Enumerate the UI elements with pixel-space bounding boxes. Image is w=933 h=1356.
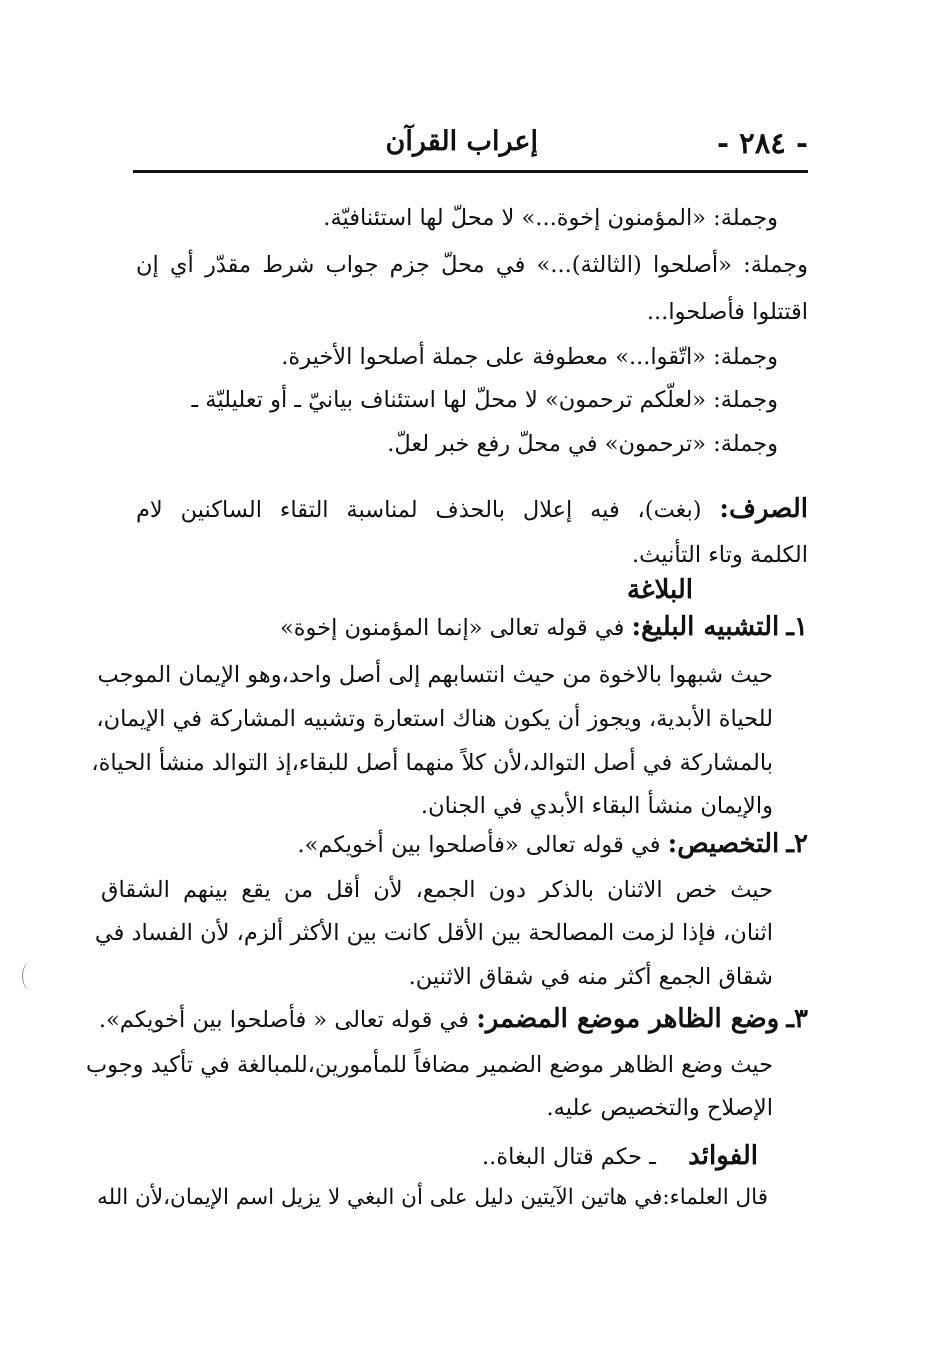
item-line: للحياة الأبدية، ويجوز أن يكون هناك استعارة وتشبيه المشاركة في الإيمان،: [96, 706, 773, 732]
fawaid-label: الفوائد: [688, 1141, 758, 1171]
balagha-item-title: [99, 1004, 808, 1035]
item-number: ١ـ: [786, 612, 808, 642]
item-intro: في قوله تعالى «فأصلحوا بين أخويكم».: [297, 832, 661, 858]
item-intro: في قوله تعالى «إنما المؤمنون إخوة»: [279, 615, 625, 641]
margin-mark: [22, 962, 39, 990]
item-line: والإيمان منشأ البقاء الأبدي في الجنان.: [420, 793, 773, 819]
page-number: - ٢٨٤ -: [716, 126, 808, 160]
item-line: الإصلاح والتخصيص عليه.: [546, 1095, 773, 1121]
item-line: شقاق الجمع أكثر منه في شقاق الاثنين.: [408, 964, 773, 990]
fawaid-title: [482, 1141, 758, 1172]
jumla-line: وجملة: «أصلحوا (الثالثة)...» في محلّ جزم جواب شرط مقدّر أي إن: [136, 252, 808, 278]
fawaid-line: قال العلماء:في هاتين الآيتين دليل على أن البغي لا يزيل اسم الإيمان،لأن الله: [97, 1185, 768, 1210]
jumla-line: وجملة: «المؤمنون إخوة...» لا محلّ لها استئنافيّة.: [323, 205, 778, 231]
header-rule: [133, 170, 808, 173]
balagha-item-title: [297, 829, 808, 860]
balagha-heading: البلاغة: [626, 575, 693, 605]
item-term: التشبيه البليغ:: [631, 612, 780, 642]
sarf-label: الصرف:: [719, 494, 808, 524]
item-intro: في قوله تعالى « فأصلحوا بين أخويكم».: [98, 1007, 470, 1033]
jumla-line: اقتتلوا فأصلحوا...: [646, 299, 808, 325]
book-title: إعراب القرآن: [385, 126, 538, 157]
sarf-text: (بغت)، فيه إعلال بالحذف لمناسبة التقاء الساكنين لام: [136, 497, 702, 523]
item-term: التخصيص:: [667, 829, 780, 859]
item-line: حيث وضع الظاهر موضع الضمير مضافاً للمأمورين،للمبالغة في تأكيد وجوب: [85, 1052, 773, 1078]
item-number: ٣ـ: [786, 1004, 808, 1034]
sarf-line: الكلمة وتاء التأنيث.: [632, 542, 808, 568]
item-term: وضع الظاهر موضع المضمر:: [476, 1004, 780, 1034]
item-line: حيث شبهوا بالاخوة من حيث انتسابهم إلى أصل واحد،وهو الإيمان الموجب: [97, 662, 773, 688]
item-line: بالمشاركة في أصل التوالد،لأن كلاً منهما أصل للبقاء،إذ التوالد منشأ الحياة،: [91, 750, 773, 776]
jumla-line: وجملة: «ترحمون» في محلّ رفع خبر لعلّ.: [387, 431, 778, 457]
item-line: اثنان، فإذا لزمت المصالحة بين الأقل كانت بين الأكثر ألزم، لأن الفساد في: [94, 920, 773, 946]
jumla-line: وجملة: «اتّقوا...» معطوفة على جملة أصلحوا الأخيرة.: [281, 344, 778, 370]
jumla-line: وجملة: «لعلّكم ترحمون» لا محلّ لها استئناف بيانيّ ـ أو تعليليّة ـ: [191, 387, 778, 413]
item-line: حيث خص الاثنان بالذكر دون الجمع، لأن أقل من يقع بينهم الشقاق: [101, 877, 773, 903]
balagha-item-title: [280, 612, 808, 643]
sarf-line: [136, 494, 808, 525]
item-number: ٢ـ: [786, 829, 808, 859]
fawaid-topic: ـ حكم قتال البغاة..: [482, 1144, 656, 1170]
page-header: [133, 118, 808, 170]
